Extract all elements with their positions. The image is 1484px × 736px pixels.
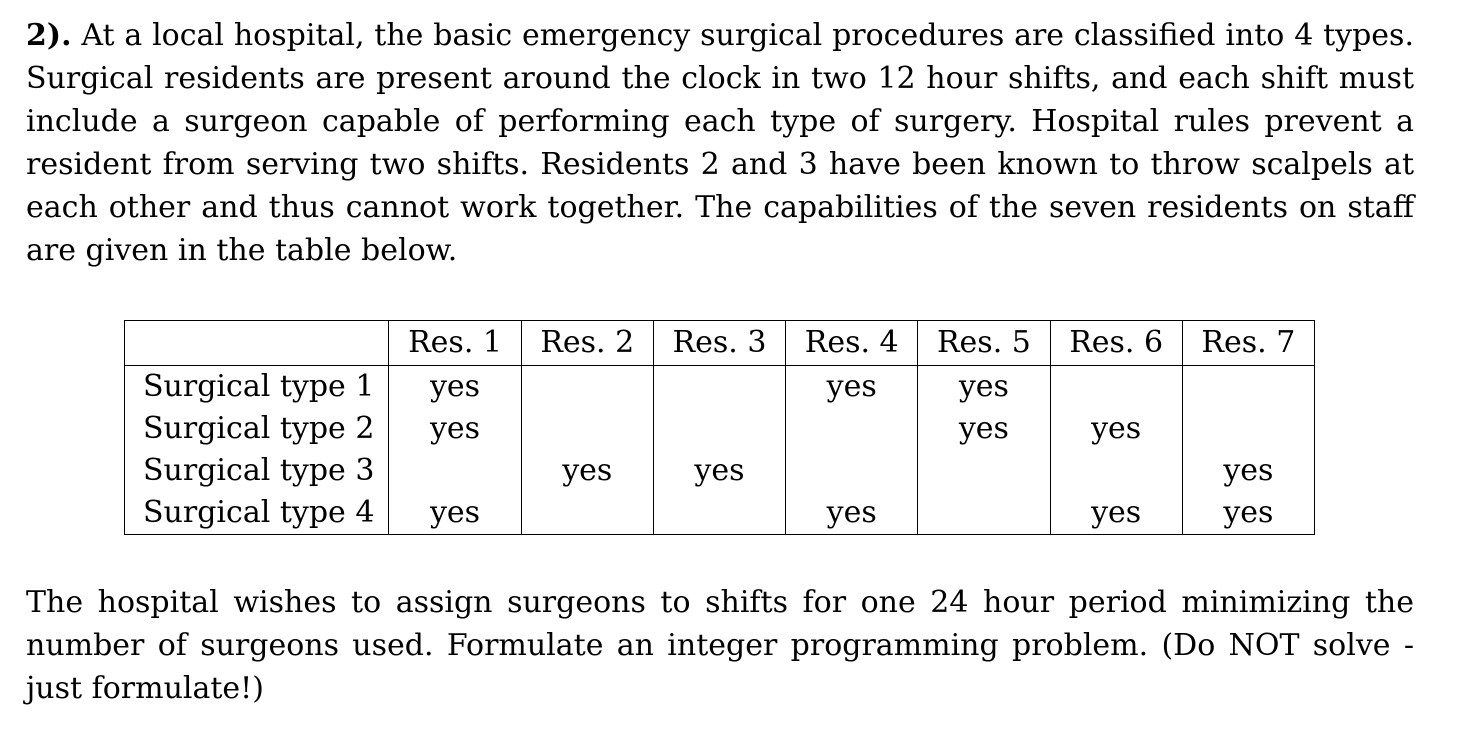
row-label: Surgical type 4 (125, 492, 389, 535)
problem-number: 2). (26, 18, 72, 53)
column-header: Res. 6 (1050, 321, 1182, 366)
corner-cell (125, 321, 389, 366)
table-cell: yes (1050, 492, 1182, 535)
table-cell: yes (389, 408, 521, 450)
table-cell: yes (389, 366, 521, 409)
table-cell: yes (1182, 492, 1314, 535)
intro-text: At a local hospital, the basic emergency surgical procedures are classified into 4 types. Surgical residents are present around the clock in two 12 hour shifts, and each shift must include a surgeon capable of performing each type of surgery. Hospital rules prevent a resident from serving two shifts. Residents 2 and 3 have been known to throw scalpels at each other and thus cannot work together. The capabilities of the seven residents on staff are given in the table below. (26, 18, 1414, 268)
table-cell (653, 408, 785, 450)
column-header: Res. 3 (653, 321, 785, 366)
table-cell: yes (1182, 450, 1314, 492)
table-cell: yes (918, 366, 1050, 409)
table-cell (521, 408, 653, 450)
column-header: Res. 5 (918, 321, 1050, 366)
table-cell (653, 366, 785, 409)
table-cell (786, 408, 918, 450)
table-cell: yes (653, 450, 785, 492)
table-cell (521, 366, 653, 409)
column-header: Res. 1 (389, 321, 521, 366)
table-row (125, 492, 1315, 535)
table-cell (1050, 450, 1182, 492)
table-cell: yes (786, 366, 918, 409)
row-label: Surgical type 2 (125, 408, 389, 450)
table-cell: yes (1050, 408, 1182, 450)
column-header: Res. 7 (1182, 321, 1314, 366)
table-row (125, 366, 1315, 409)
table-cell (653, 492, 785, 535)
header-row (125, 321, 1315, 366)
table-cell: yes (389, 492, 521, 535)
table-cell (1182, 408, 1314, 450)
column-header: Res. 2 (521, 321, 653, 366)
problem-closing: The hospital wishes to assign surgeons to shifts for one 24 hour period minimizing the number of surgeons used. Formulate an integer programming problem. (Do NOT solve - just formulate!) (26, 585, 1414, 706)
table-cell: yes (521, 450, 653, 492)
table-cell (918, 450, 1050, 492)
table-row (125, 408, 1315, 450)
problem-intro (26, 14, 1414, 272)
table-cell (389, 450, 521, 492)
table-cell (918, 492, 1050, 535)
table-cell (786, 450, 918, 492)
table-cell (1050, 366, 1182, 409)
capabilities-table (124, 320, 1315, 535)
table-row (125, 450, 1315, 492)
row-label: Surgical type 3 (125, 450, 389, 492)
table-cell (521, 492, 653, 535)
row-label: Surgical type 1 (125, 366, 389, 409)
table-cell: yes (786, 492, 918, 535)
column-header: Res. 4 (786, 321, 918, 366)
table-cell (1182, 366, 1314, 409)
table-cell: yes (918, 408, 1050, 450)
